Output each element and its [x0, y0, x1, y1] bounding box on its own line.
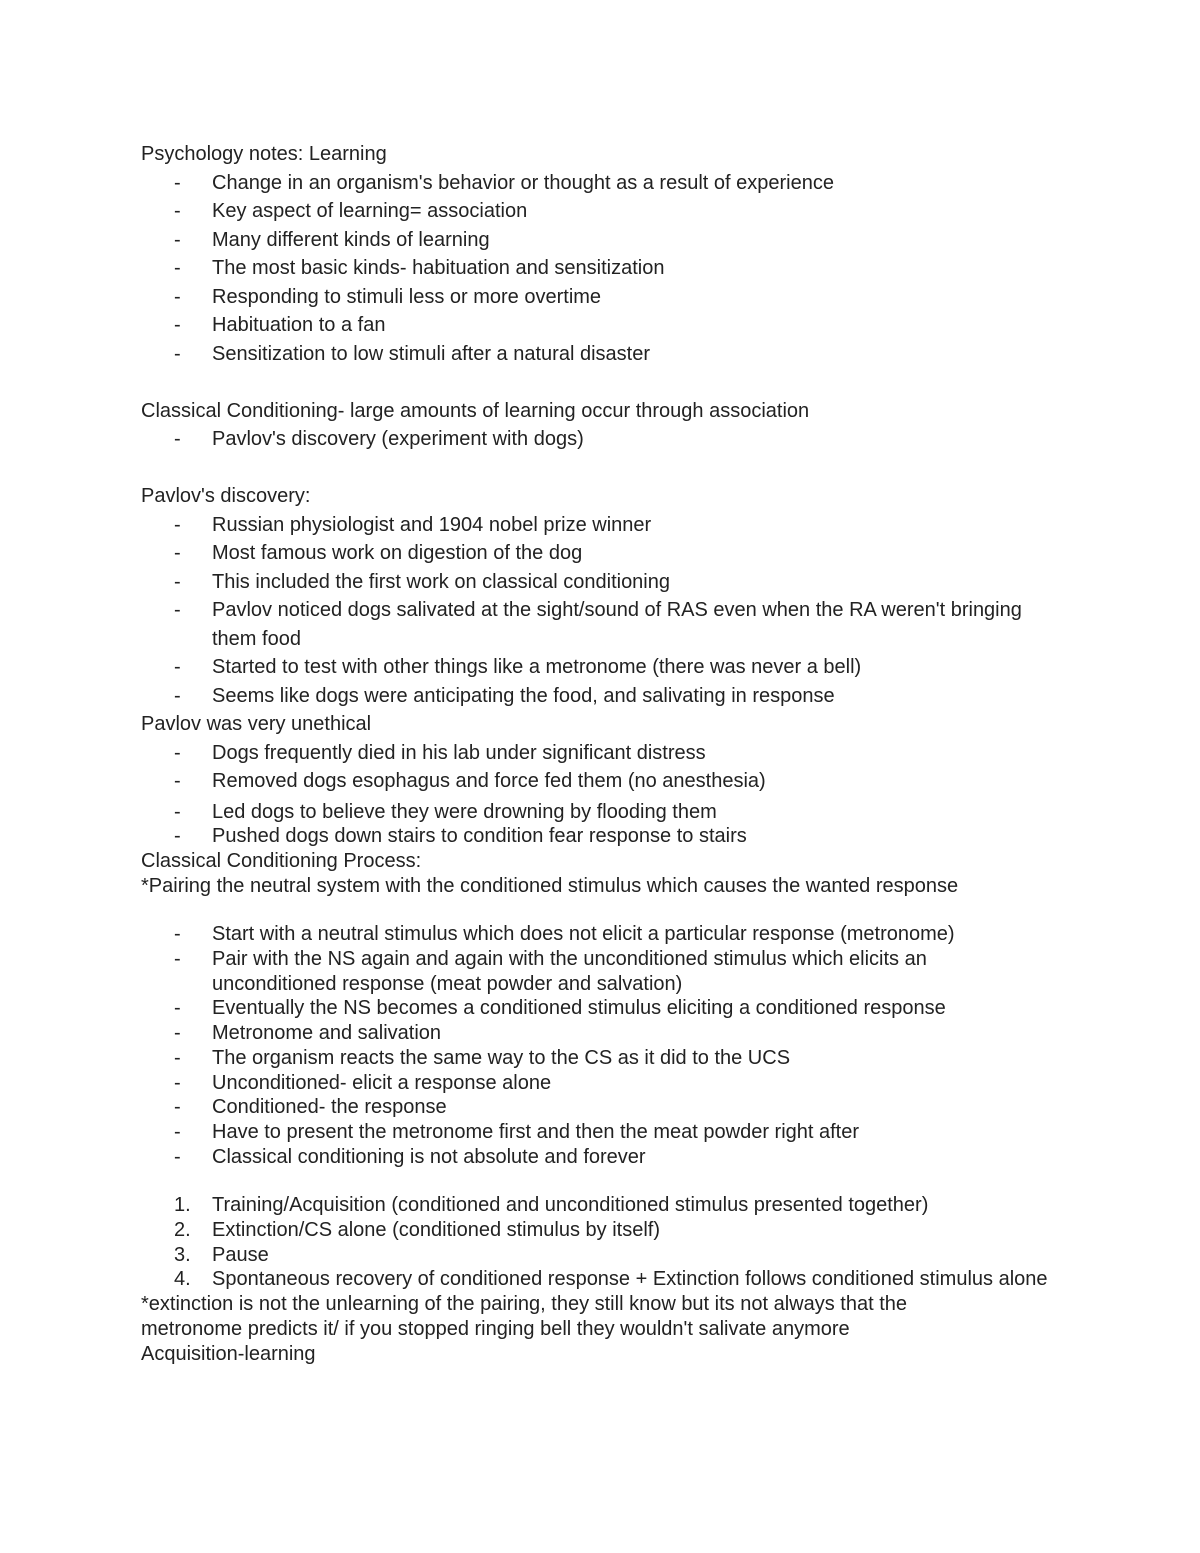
list-item: - Most famous work on digestion of the dog: [141, 539, 1071, 568]
spacer: [141, 368, 1071, 397]
footnote-text: *extinction is not the unlearning of the pairing, they still know but its not always that the metronome predicts it/ if you stopped ringing bell they wouldn't salivate anymore: [141, 1293, 907, 1340]
list-item: - Many different kinds of learning: [141, 226, 1071, 255]
dash-bullet: -: [174, 513, 181, 536]
dash-bullet: -: [174, 257, 181, 279]
dash-bullet: -: [174, 428, 181, 450]
dash-bullet: -: [174, 684, 181, 707]
closing-line: Acquisition-learning: [141, 1342, 316, 1365]
section-heading: Pavlov was very unethical: [141, 713, 372, 735]
section-heading: Pavlov's discovery:: [141, 485, 311, 507]
section-heading: Classical Conditioning Process:: [141, 849, 422, 872]
numbered-item: 3. Pause: [174, 1243, 269, 1266]
dash-bullet: -: [174, 825, 181, 848]
dash-bullet: -: [174, 1046, 181, 1069]
item-number: 4.: [174, 1268, 191, 1291]
dash-bullet: -: [174, 948, 181, 971]
list-item: - Conditioned- the response: [174, 1096, 447, 1119]
dash-bullet: -: [174, 542, 181, 564]
list-item: - Started to test with other things like a metronome (there was never a bell): [141, 653, 1071, 682]
note-text: *Pairing the neutral system with the conditioned stimulus which causes the wanted response: [141, 874, 959, 897]
list-item: - This included the first work on classical conditioning: [141, 568, 1071, 597]
spacer: [141, 898, 1071, 922]
dash-bullet: -: [174, 228, 181, 251]
spacer: [141, 1169, 1071, 1193]
list-item: - Pavlov's discovery (experiment with dogs): [141, 425, 1071, 454]
tight-block: [141, 800, 1071, 1367]
dash-bullet: -: [174, 599, 181, 621]
dash-bullet: -: [174, 171, 181, 194]
dash-bullet: -: [174, 200, 181, 222]
list-item: - Key aspect of learning= association: [141, 197, 1071, 226]
list-item: - Sensitization to low stimuli after a natural disaster: [141, 340, 1071, 369]
page-title: Psychology notes: Learning: [141, 143, 387, 165]
dash-bullet: -: [174, 1071, 181, 1094]
list-item: - Pair with the NS again and again with the unconditioned stimulus which elicits an unconditioned response (meat powder and salvation): [174, 948, 927, 995]
numbered-item: 4. Spontaneous recovery of conditioned response + Extinction follows conditioned stimulus alone: [174, 1268, 1048, 1291]
item-number: 1.: [174, 1194, 191, 1217]
list-item: - Unconditioned- elicit a response alone: [174, 1071, 552, 1094]
list-item: - Removed dogs esophagus and force fed them (no anesthesia): [141, 767, 1071, 796]
list-item: - Eventually the NS becomes a conditioned stimulus eliciting a conditioned response: [174, 997, 946, 1020]
dash-bullet: -: [174, 656, 181, 678]
list-item: - The most basic kinds- habituation and sensitization: [141, 254, 1071, 283]
document-page: [141, 140, 1071, 1366]
dash-bullet: -: [174, 570, 181, 593]
spacer: [141, 454, 1071, 483]
list-item: - Have to present the metronome first and then the meat powder right after: [174, 1120, 860, 1143]
dash-bullet: -: [174, 1022, 181, 1045]
dash-bullet: -: [174, 923, 181, 946]
dash-bullet: -: [174, 285, 181, 308]
list-item: - Habituation to a fan: [141, 311, 1071, 340]
list-item: - Metronome and salivation: [174, 1022, 442, 1045]
list-item: - Responding to stimuli less or more overtime: [141, 283, 1071, 312]
numbered-item: 1. Training/Acquisition (conditioned and unconditioned stimulus presented together): [174, 1194, 929, 1217]
dash-bullet: -: [174, 342, 181, 365]
list-item: - Pavlov noticed dogs salivated at the sight/sound of RAS even when the RA weren't bringing them food: [141, 596, 1071, 653]
dash-bullet: -: [174, 1120, 181, 1143]
list-item: - The organism reacts the same way to the CS as it did to the UCS: [174, 1046, 791, 1069]
list-item: - Change in an organism's behavior or thought as a result of experience: [141, 169, 1071, 198]
list-item: - Start with a neutral stimulus which does not elicit a particular response (metronome): [174, 923, 955, 946]
list-item: - Seems like dogs were anticipating the food, and salivating in response: [141, 682, 1071, 711]
numbered-item: 2. Extinction/CS alone (conditioned stimulus by itself): [174, 1219, 660, 1242]
section-heading: Classical Conditioning- large amounts of learning occur through association: [141, 399, 810, 422]
dash-bullet: -: [174, 314, 181, 336]
dash-bullet: -: [174, 1145, 181, 1168]
list-item: - Dogs frequently died in his lab under significant distress: [141, 739, 1071, 768]
item-number: 2.: [174, 1219, 191, 1242]
list-item: - Led dogs to believe they were drowning by flooding them: [174, 800, 717, 823]
item-number: 3.: [174, 1243, 191, 1266]
numbered-list: [141, 1193, 1071, 1292]
dash-bullet: -: [174, 800, 181, 823]
list-item: - Pushed dogs down stairs to condition fear response to stairs: [174, 825, 747, 848]
dash-bullet: -: [174, 770, 181, 792]
dash-bullet: -: [174, 997, 181, 1020]
dash-bullet: -: [174, 741, 181, 764]
dash-bullet: -: [174, 1096, 181, 1119]
list-item: - Russian physiologist and 1904 nobel prize winner: [141, 511, 1071, 540]
list-item: - Classical conditioning is not absolute and forever: [174, 1145, 646, 1168]
bullet-list: [141, 169, 1071, 369]
